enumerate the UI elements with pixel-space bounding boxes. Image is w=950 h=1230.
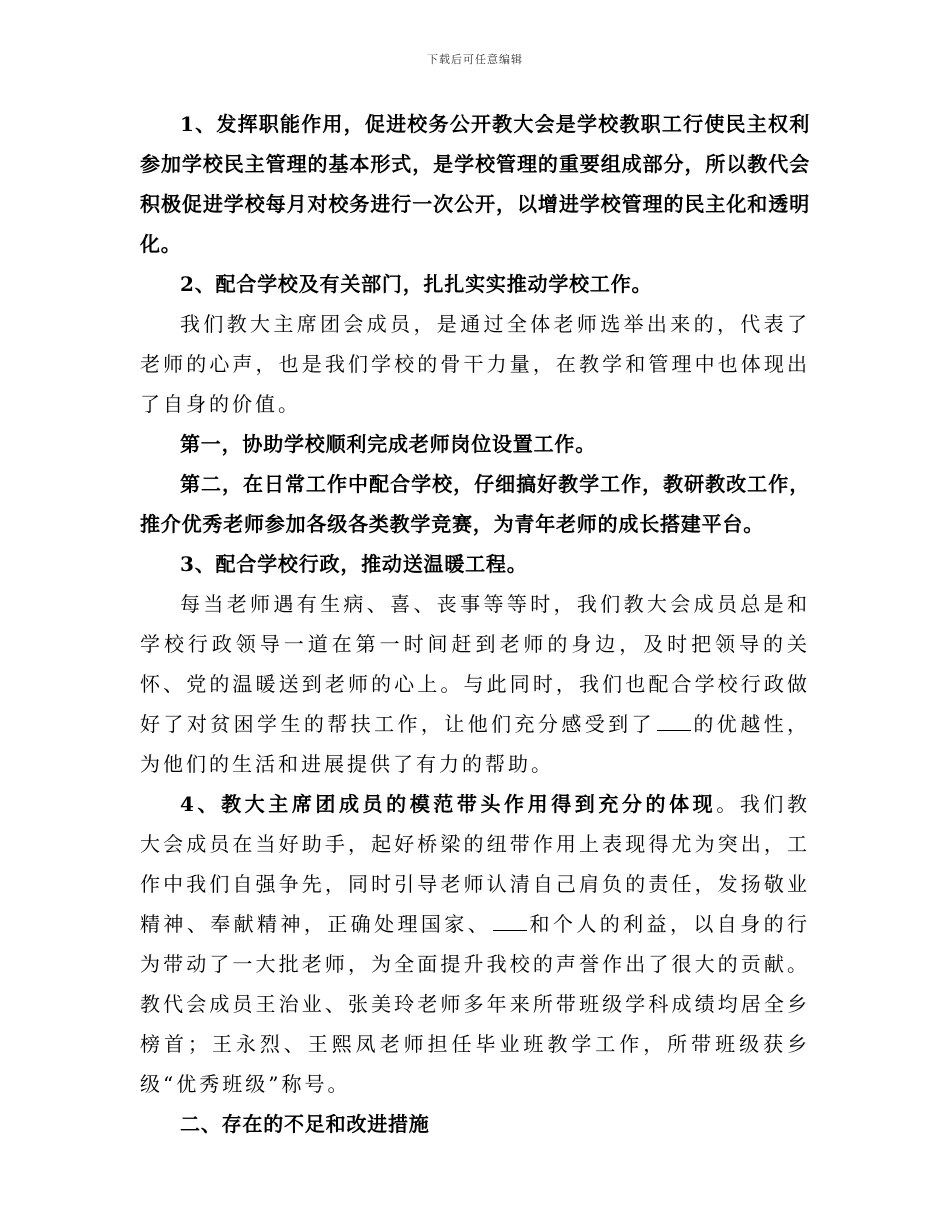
blank-underline [493, 929, 527, 931]
paragraph-cooperate-heading: 2、配合学校及有关部门，扎扎实实推动学校工作。 [180, 272, 653, 296]
paragraph-school-affairs: 1、发挥职能作用，促进校务公开教大会是学校教职工行使民主权利参加学校民主管理的基本形式，是学校管理的重要组成部分，所以教代会积极促进学校每月对校务进行一次公开，以增进学校管理的民主化和透明化。 [140, 112, 810, 256]
section-heading-shortcomings: 二、存在的不足和改进措施 [180, 1112, 430, 1136]
warmth-text-after: 的优越性，为他们的生活和进展提供了有力的帮助。 [140, 712, 811, 776]
paragraph-first-point: 第一，协助学校顺利完成老师岗位设置工作。 [180, 432, 596, 456]
role-model-text-after: 和个人的利益，以自身的行为带动了一大批老师，为全面提升我校的声誉作出了很大的贡献。教代会成员王治业、张美玲老师多年来所带班级学科成绩均居全乡榜首；王永烈、王熙凤老师担任毕业班教学工作，所带班级获乡级“优秀班级”称号。 [140, 912, 811, 1096]
role-model-lead: 4、教大主席团成员的模范带头作用得到充分的体现 [180, 792, 717, 816]
warmth-text-before: 每当老师遇有生病、喜、丧事等等时，我们教大会成员总是和学校行政领导一道在第一时间赶到老师的身边，及时把领导的关怀、党的温暖送到老师的心上。与此同时，我们也配合学校行政做好了对贫困学生的帮扶工作，让他们充分感受到了 [140, 592, 810, 736]
paragraph-warmth-body [140, 584, 810, 784]
document-body [140, 104, 810, 1144]
blank-underline [657, 729, 691, 731]
role-model-text-before: 。我们教大会成员在当好助手，起好桥梁的纽带作用上表现得尤为突出，工作中我们自强争先，同时引导老师认清自己肩负的责任，发扬敬业精神、奉献精神，正确处理国家、 [140, 792, 811, 936]
page-header-note: 下载后可任意编辑 [427, 53, 523, 66]
paragraph-warmth-heading: 3、配合学校行政，推动送温暖工程。 [180, 552, 528, 576]
paragraph-role-model [140, 784, 810, 1104]
paragraph-second-point: 第二，在日常工作中配合学校，仔细搞好教学工作，教研教改工作，推介优秀老师参加各级各类教学竞赛，为青年老师的成长搭建平台。 [140, 472, 810, 536]
paragraph-presidium-members: 我们教大主席团会成员，是通过全体老师选举出来的，代表了老师的心声，也是我们学校的骨干力量，在教学和管理中也体现出了自身的价值。 [140, 312, 810, 416]
